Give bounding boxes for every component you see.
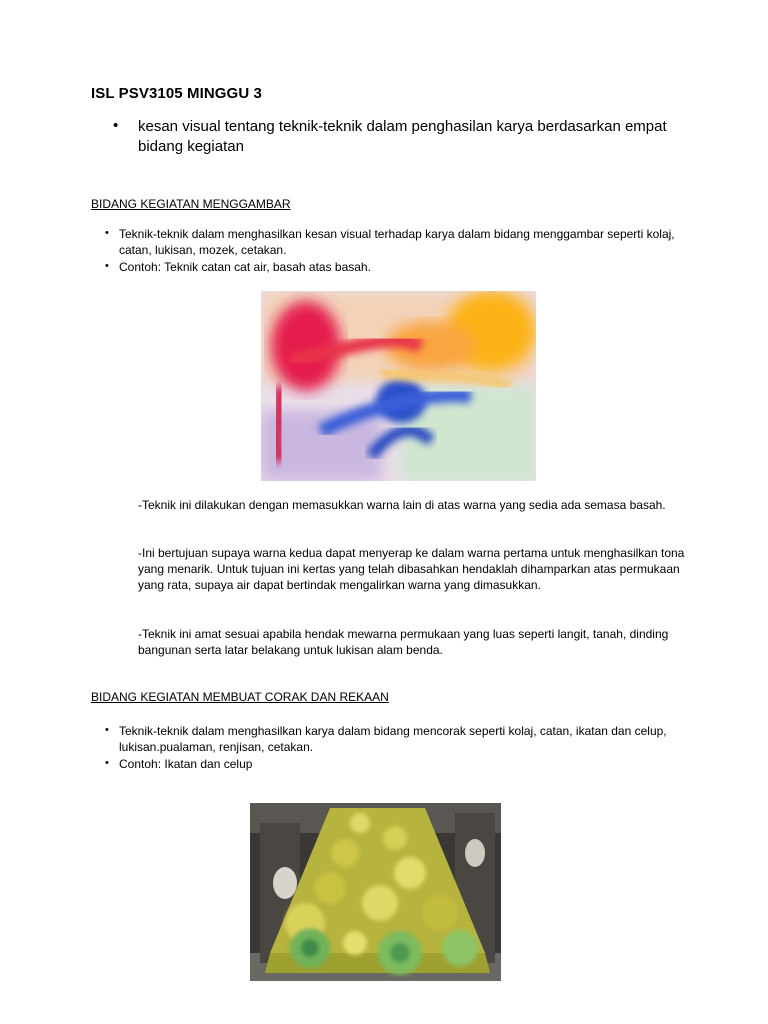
watercolor-painting-image	[261, 291, 536, 481]
bullet-marker: •	[105, 260, 109, 272]
section2-bullet-2: Contoh: Ikatan dan celup	[119, 757, 253, 771]
bullet-marker: •	[105, 724, 109, 736]
intro-bullet-text: kesan visual tentang teknik-teknik dalam penghasilan karya berdasarkan empat bidang kegiatan	[138, 118, 667, 155]
section1-bullet-2: Contoh: Teknik catan cat air, basah atas basah.	[119, 260, 371, 274]
section1-paragraph-1: -Teknik ini dilakukan dengan memasukkan warna lain di atas warna yang sedia ada semasa basah.	[138, 498, 666, 512]
bullet-marker: •	[105, 757, 109, 769]
section1-paragraph-2: -Ini bertujuan supaya warna kedua dapat menyerap ke dalam warna pertama untuk menghasilkan tona yang menarik. Untuk tujuan ini kertas yang telah dibasahkan hendaklah dihamparkan atas permukaan yang rata, supaya air dapat bertindak mengalirkan warna yang dimasukkan.	[138, 546, 685, 592]
section1-paragraph-3: -Teknik ini amat sesuai apabila hendak mewarna permukaan yang luas seperti langit, tanah, dinding bangunan serta latar belakang untuk lukisan alam benda.	[138, 627, 669, 657]
section2-bullet-1: Teknik-teknik dalam menghasilkan karya dalam bidang mencorak seperti kolaj, catan, ikatan dan celup, lukisan.pualaman, renjisan, cetakan.	[119, 724, 667, 754]
bullet-marker: •	[105, 227, 109, 239]
tie-dye-tablecloth-image	[250, 803, 501, 981]
section1-bullet-1: Teknik-teknik dalam menghasilkan kesan visual terhadap karya dalam bidang menggambar seperti kolaj, catan, lukisan, mozek, cetakan.	[119, 227, 675, 257]
section-heading-corak-rekaan: BIDANG KEGIATAN MEMBUAT CORAK DAN REKAAN	[91, 690, 389, 704]
section-heading-menggambar: BIDANG KEGIATAN MENGGAMBAR	[91, 197, 291, 211]
document-title: ISL PSV3105 MINGGU 3	[91, 85, 262, 102]
bullet-marker: •	[113, 117, 119, 134]
